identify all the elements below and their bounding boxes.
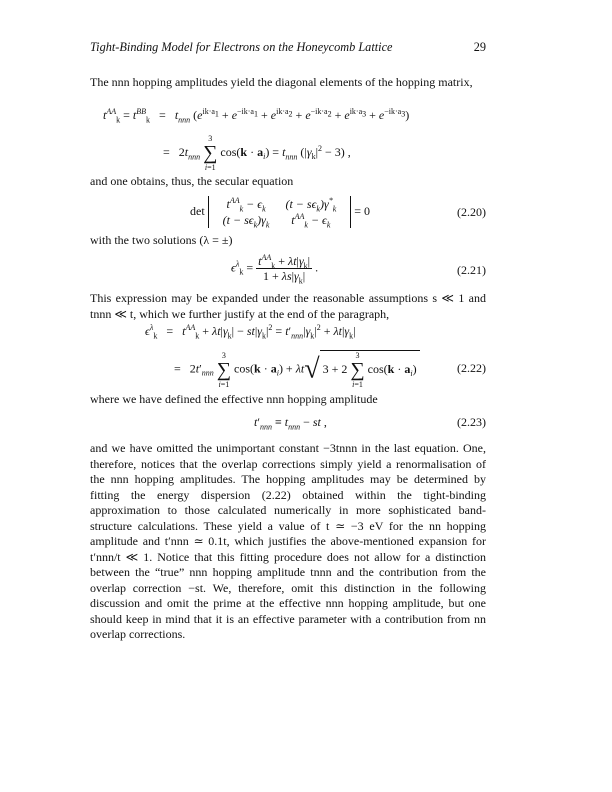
paragraph-3: with the two solutions (λ = ±)	[90, 233, 233, 247]
equation-expansion-line-1: $\epsilon^\lambda_k = t^{AA}_k + \lambda t|\gamma_k| - st|\gamma_k|^2 = t'_{nnn}|\gamma_k|^2 + \lambda t|\gamma_k|$	[145, 323, 356, 341]
equation-number-2-20: (2.20)	[457, 205, 486, 219]
sum-symbol: 3 ∑ i=1	[203, 134, 218, 172]
paragraph-2: and one obtains, thus, the secular equation	[90, 174, 294, 188]
running-header	[90, 40, 486, 56]
equation-diagonal-line-1: $t^{AA}_k = t^{BB}_k = t_{nnn}$ $(e^{ik\cdot a_1} + e^{-ik\cdot a_1} + e^{ik\cdot a_2} + e^{-ik\cdot a_2} + e^{ik\cdot a_3} + e^{-ik\cdot a_3})$	[103, 107, 410, 125]
page-number: 29	[473, 40, 486, 54]
equation-solutions: $\epsilon^\lambda_k$ = $\frac{t^{AA}_k + \lambda t|\gamma_k|}{1 + \lambda s|\gamma_k|}$ .	[231, 253, 319, 286]
equation-effective-hopping: $t'_{nnn} \equiv t_{nnn}$ − st ,	[254, 415, 327, 432]
paragraph-1: The nnn hopping amplitudes yield the diagonal elements of the hopping matrix,	[90, 75, 473, 89]
sum-symbol: 3 ∑ i=1	[216, 350, 232, 389]
equation-diagonal-line-2: = $2t_{nnn}$ 3 ∑ i=1 $\cos(k \cdot a_i) = t_{nnn}$ $(|\gamma_k|^2 - 3)$ ,	[163, 134, 351, 172]
equation-secular: det $t^{AA}_k - \epsilon_k$ $(t - s\epsilon_k)\gamma^*_k$ $(t - s\epsilon_k)\gamma_k$ $t^{AA}_k - \epsilon_k$ = 0	[190, 196, 371, 230]
equation-number-2-21: (2.21)	[457, 263, 486, 277]
equation-expansion-line-2: = $2t'_{nnn}$ 3 ∑ i=1 $\cos(k \cdot a_i) + \lambda t√$ 3 + 2 3 ∑ i=1 $\cos(k \cdot a_i)$	[174, 350, 420, 389]
paragraph-4: This expression may be expanded under the reasonable assumptions s ≪ 1 and tnnn ≪ t, which we further justify at the end of the paragraph,	[90, 291, 486, 321]
equation-number-2-22: (2.22)	[457, 361, 486, 375]
paragraph-6: and we have omitted the unimportant constant −3tnnn in the last equation. One, therefore, notices that the overlap corrections simply yield a renormalisation of the nnn hopping amplitudes. The hopping amplitudes may be determined by fitting the energy dispersion (2.22) obtained within the tight-binding approximation to those calculated numerically in more sophisticated band-structure calculations. These yield a value of t ≃ −3 eV for the nn hopping amplitude and t′nnn ≃ 0.1t, which justifies the above-mentioned expansion for t′nnn/t ≪ 1. Notice that this fitting procedure does not allow for a distinction between the “true” nnn hopping amplitude tnnn and the contribution from the overlap correction −st. We, therefore, omit this distinction in the following discussion and omit the prime at the effective nnn hopping amplitude, but one should keep in mind that it is an effective parameter with a contribution from nn overlap corrections.	[90, 441, 486, 641]
hamiltonian-matrix: $t^{AA}_k - \epsilon_k$ $(t - s\epsilon_k)\gamma^*_k$ $(t - s\epsilon_k)\gamma_k$ $t^{AA}_k - \epsilon_k$	[208, 196, 352, 228]
paragraph-5: where we have defined the effective nnn hopping amplitude	[90, 392, 378, 406]
running-title: Tight-Binding Model for Electrons on the Honeycomb Lattice	[90, 40, 393, 54]
equation-number-2-23: (2.23)	[457, 415, 486, 429]
sum-symbol: 3 ∑ i=1	[350, 351, 365, 389]
